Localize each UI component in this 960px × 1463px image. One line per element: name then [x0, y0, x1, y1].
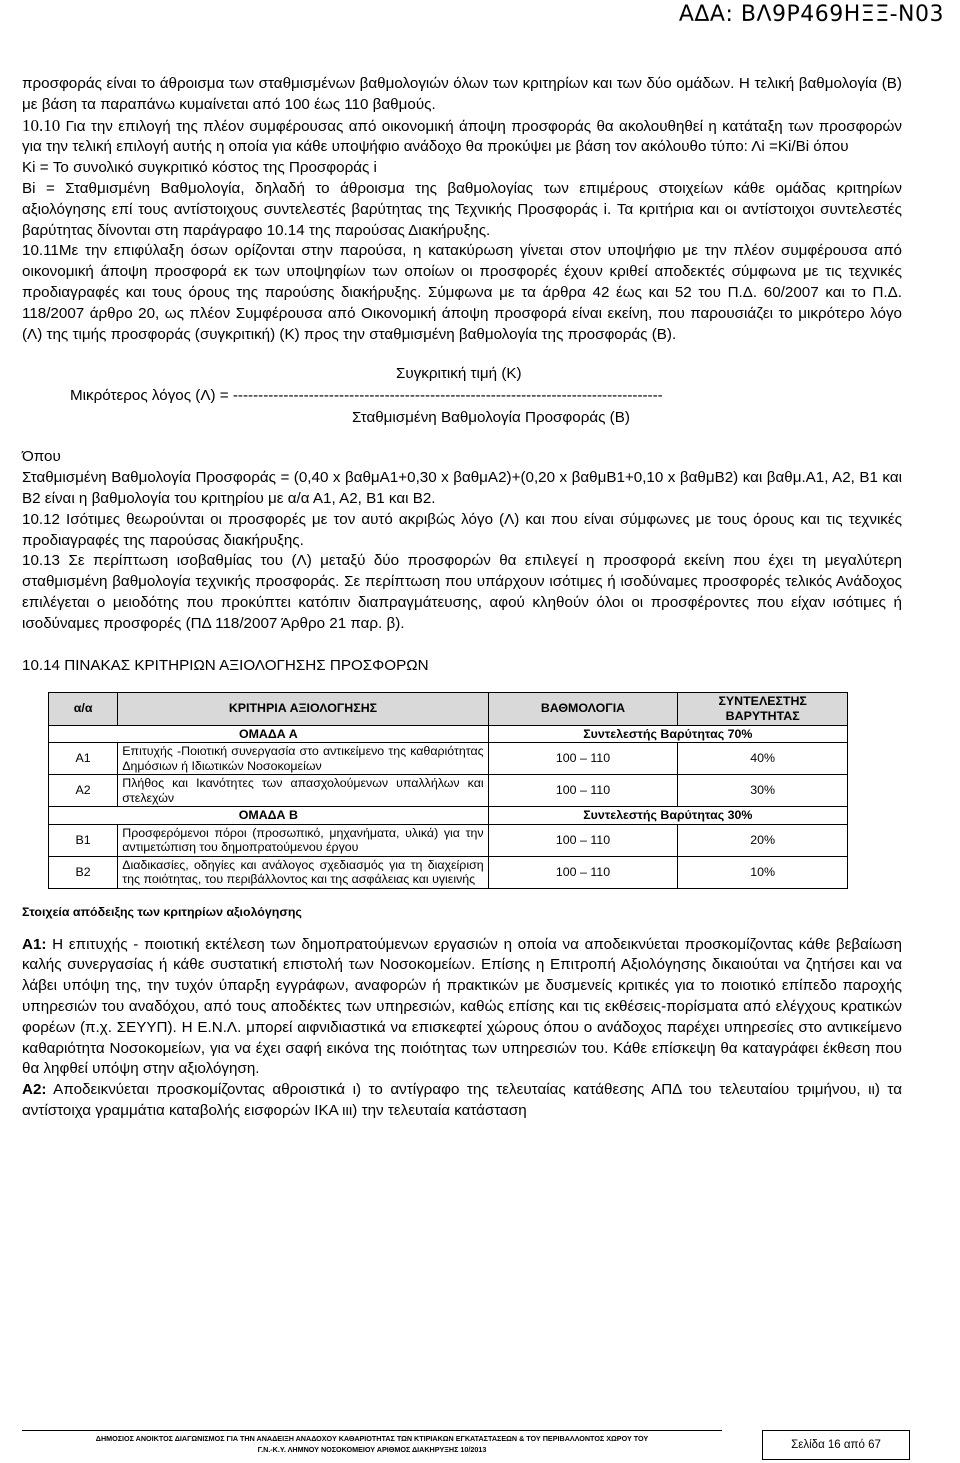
footer-title: [22, 1433, 722, 1455]
paragraph-a1: [22, 935, 902, 1081]
row-score: 100 – 110: [488, 856, 678, 888]
row-score: 100 – 110: [488, 824, 678, 856]
group-row: [49, 807, 848, 825]
table-row: [49, 775, 848, 807]
row-id: Α2: [49, 775, 118, 807]
header-aa: α/α: [49, 692, 118, 725]
header-weight: ΣΥΝΤΕΛΕΣΤΗΣ ΒΑΡΥΤΗΤΑΣ: [678, 692, 848, 725]
page-number: Σελίδα 16 από 67: [762, 1430, 910, 1460]
a1-label: Α1:: [22, 935, 47, 953]
table-row: [49, 743, 848, 775]
document-body: [22, 74, 902, 1122]
group-b-name: ΟΜΑΔΑ Β: [49, 807, 489, 825]
footer-line-1: ΔΗΜΟΣΙΟΣ ΑΝΟΙΚΤΟΣ ΔΙΑΓΩΝΙΣΜΟΣ ΓΙΑ ΤΗΝ ΑΝΑΔΕΙΞΗ ΑΝΑΔΟΧΟΥ ΚΑΘΑΡΙΟΤΗΤΑΣ ΤΩΝ ΚΤΙΡΙΑΚΩΝ ΕΓΚΑΤΑΣΤΑΣΕΩΝ & ΤΟΥ ΠΕΡΙΒΑΛΛΟΝΤΟΣ ΧΩΡΟΥ ΤΟΥ: [95, 1434, 649, 1443]
row-score: 100 – 110: [488, 743, 678, 775]
a2-text: Αποδεικνύεται προσκομίζοντας αθροιστικά ι) το αντίγραφο της τελευταίας κατάθεσης ΑΠΔ του τελευταίου τριμήνου, ιι) τα αντίστοιχα γραμμάτια καταβολής εισφορών ΙΚΑ ιιι) την τελευταία κατάσταση: [22, 1081, 902, 1119]
group-a-name: ΟΜΑΔΑ Α: [49, 725, 489, 743]
formula-lhs: Μικρότερος λόγος (Λ) = -------------------------------------------------------------------------------------: [70, 387, 663, 405]
paragraph-total-score: προσφοράς είναι το άθροισμα των σταθμισμένων βαθμολογιών όλων των κριτηρίων και των δύο ομάδων. Η τελική βαθμολογία (Β) με βάση τα παραπάνω κυμαίνεται από 100 έως 110 βαθμούς.: [22, 75, 902, 113]
where-label: Όπου: [22, 448, 61, 466]
ada-code: ΑΔΑ: ΒΛ9Ρ469ΗΞΞ-Ν03: [678, 2, 944, 27]
row-criterion: Πλήθος και Ικανότητες των απασχολούμενων υπαλλήλων και στελεχών: [118, 775, 488, 807]
formula-denominator: Σταθμισμένη Βαθμολογία Προσφοράς (Β): [352, 409, 630, 427]
row-criterion: Επιτυχής -Ποιοτική συνεργασία στο αντικείμενο της καθαριότητας Δημόσιων ή Ιδιωτικών Νοσοκομείων: [118, 743, 488, 775]
paragraph-weighted-score: Σταθμισμένη Βαθμολογία Προσφοράς = (0,40 x βαθμΑ1+0,30 x βαθμΑ2)+(0,20 x βαθμΒ1+0,10 x βαθμΒ2) και βαθμ.Α1, Α2, Β1 και Β2 είναι η βαθμολογία του κριτηρίου με α/α Α1, Α2, Β1 και Β2.: [22, 469, 902, 507]
definition-k: Κi = Το συνολικό συγκριτικό κόστος της Προσφοράς i: [22, 159, 377, 177]
row-id: Β2: [49, 856, 118, 888]
table-row: [49, 824, 848, 856]
evidence-label: Στοιχεία απόδειξης των κριτηρίων αξιολόγησης: [22, 904, 302, 919]
criteria-table: [48, 692, 848, 889]
footer-line-2: Γ.Ν.-Κ.Υ. ΛΗΜΝΟΥ ΝΟΣΟΚΟΜΕΙΟΥ ΑΡΙΘΜΟΣ ΔΙΑΚΗΡΥΞΗΣ 10/2013: [257, 1445, 487, 1454]
a1-text: Η επιτυχής - ποιοτική εκτέλεση των δημοπρατούμενων εργασιών η οποία να αποδεικνύεται προσκομίζοντας κάθε βεβαίωση καλής συνεργασίας ή κάθε συστατική επιστολή των Νοσοκομείων. Επίσης η Επιτροπή Αξιολόγησης δικαιούται να ζητήσει και να λάβει υπόψη της, την τυχόν ύπαρξη εγγράφων, αναφορών ή πρακτικών με δυσμενείς κριτικές για το ποιοτικό επίπεδο παροχής υπηρεσιών του αναδόχου, από τους αποδέκτες των υπηρεσιών, καθώς επίσης και τις εκθέσεις-πορίσματα από ελέγχους κρατικών φορέων (π.χ. ΣΕΥΥΠ). Η Ε.Ν.Λ. μπορεί αιφνιδιαστικά να επισκεφτεί χώρους όπου ο ανάδοχος παρέχει υπηρεσίες στο αντικείμενο καθαριότητα Νοσοκομείων, για να έχει σαφή εικόνα της ποιότητας των υπηρεσιών του. Κάθε επίσκεψη θα καταγράφει έκθεση που θα ληφθεί υπόψη στην αξιολόγηση.: [22, 935, 902, 1078]
definition-b: Βi = Σταθμισμένη Βαθμολογία, δηλαδή το άθροισμα της βαθμολογίας των επιμέρους στοιχείων κάθε ομάδας κριτηρίων αξιολόγησης επί τους αντίστοιχους συντελεστές βαρύτητας της Τεχνικής Προσφοράς i. Τα κριτήρια και οι αντίστοιχοι συντελεστές βαρύτητας δίνονται στη παράγραφο 10.14 της παρούσας Διακήρυξης.: [22, 179, 902, 239]
row-weight: 30%: [678, 775, 848, 807]
ratio-formula: [22, 363, 902, 429]
paragraph-10-13: 10.13 Σε περίπτωση ισοβαθμίας του (Λ) μεταξύ δύο προσφορών θα επιλεγεί η προσφορά εκείνη που έχει τη μεγαλύτερη σταθμισμένη βαθμολογία τεχνικής προσφοράς. Σε περίπτωση που υπάρχουν ισότιμες ή ισοδύναμες προσφορές τελικός Ανάδοχος επιλέγεται ο μειοδότης που προκύπτει κατόπιν διαπραγμάτευσης, αφού κληθούν όλοι οι προσφέροντες που είχαν ισότιμες ή ισοδύναμες προσφορές (ΠΔ 118/2007 Άρθρο 21 παρ. β).: [22, 552, 902, 632]
row-weight: 40%: [678, 743, 848, 775]
header-criteria: ΚΡΙΤΗΡΙΑ ΑΞΙΟΛΟΓΗΣΗΣ: [118, 692, 488, 725]
page-footer: [22, 1430, 912, 1462]
group-a-weight: Συντελεστής Βαρύτητας 70%: [488, 725, 847, 743]
table-heading: 10.14 ΠΙΝΑΚΑΣ ΚΡΙΤΗΡΙΩΝ ΑΞΙΟΛΟΓΗΣΗΣ ΠΡΟΣΦΟΡΩΝ: [22, 656, 429, 674]
footer-divider: [22, 1430, 722, 1431]
row-weight: 20%: [678, 824, 848, 856]
a2-label: Α2:: [22, 1081, 47, 1099]
paragraph-a2: [22, 1080, 902, 1122]
formula-numerator: Συγκριτική τιμή (Κ): [396, 365, 522, 383]
table-header-row: [49, 692, 848, 725]
row-id: Α1: [49, 743, 118, 775]
paragraph-10-12: 10.12 Ισότιμες θεωρούνται οι προσφορές με τον αυτό ακριβώς λόγο (Λ) και που είναι σύμφωνες με τους όρους και τις τεχνικές προδιαγραφές της παρούσας διακήρυξης.: [22, 510, 902, 549]
group-row: [49, 725, 848, 743]
paragraph-10-11: 10.11Με την επιφύλαξη όσων ορίζονται στην παρούσα, η κατακύρωση γίνεται στον υποψήφιο με την πλέον συμφέρουσα από οικονομική άποψη προσφορά εκ των υποψηφίων των οποίων οι προσφορές έχουν κριθεί αποδεκτές σύμφωνα με τις τεχνικές προδιαγραφές και τους όρους της παρούσης διακήρυξης. Σύμφωνα με τα άρθρα 42 έως και 52 του Π.Δ. 60/2007 και το Π.Δ. 118/2007 άρθρο 20, ως πλέον Συμφέρουσα από Οικονομική άποψη προσφορά είναι εκείνη, που παρουσιάζει το μικρότερο λόγο (Λ) της τιμής προσφοράς (συγκριτική) (Κ) προς την σταθμισμένη βαθμολογία της προσφοράς (Β).: [22, 242, 902, 343]
row-criterion: Διαδικασίες, οδηγίες και ανάλογος σχεδιασμός για τη διαχείριση της ποιότητας, του περιβάλλοντος και της ασφάλειας και υγιεινής: [118, 856, 488, 888]
group-b-weight: Συντελεστής Βαρύτητας 30%: [488, 807, 847, 825]
paragraph-10-10: [22, 116, 902, 159]
row-score: 100 – 110: [488, 775, 678, 807]
paragraph-text: Για την επιλογή της πλέον συμφέρουσας από οικονομική άποψη προσφοράς θα ακολουθηθεί η κατάταξη των προσφορών για την τελική επιλογή αυτής η οποία για κάθε υποψήφιο ανάδοχο θα προκύψει με βάση τον ακόλουθο τύπο: Λi =Κi/Βi όπου: [22, 117, 902, 156]
row-criterion: Προσφερόμενοι πόροι (προσωπικό, μηχανήματα, υλικά) για την αντιμετώπιση του δημοπρατούμενου έργου: [118, 824, 488, 856]
row-id: Β1: [49, 824, 118, 856]
header-score: ΒΑΘΜΟΛΟΓΙΑ: [488, 692, 678, 725]
paragraph-number: 10.10: [22, 115, 61, 135]
row-weight: 10%: [678, 856, 848, 888]
table-row: [49, 856, 848, 888]
